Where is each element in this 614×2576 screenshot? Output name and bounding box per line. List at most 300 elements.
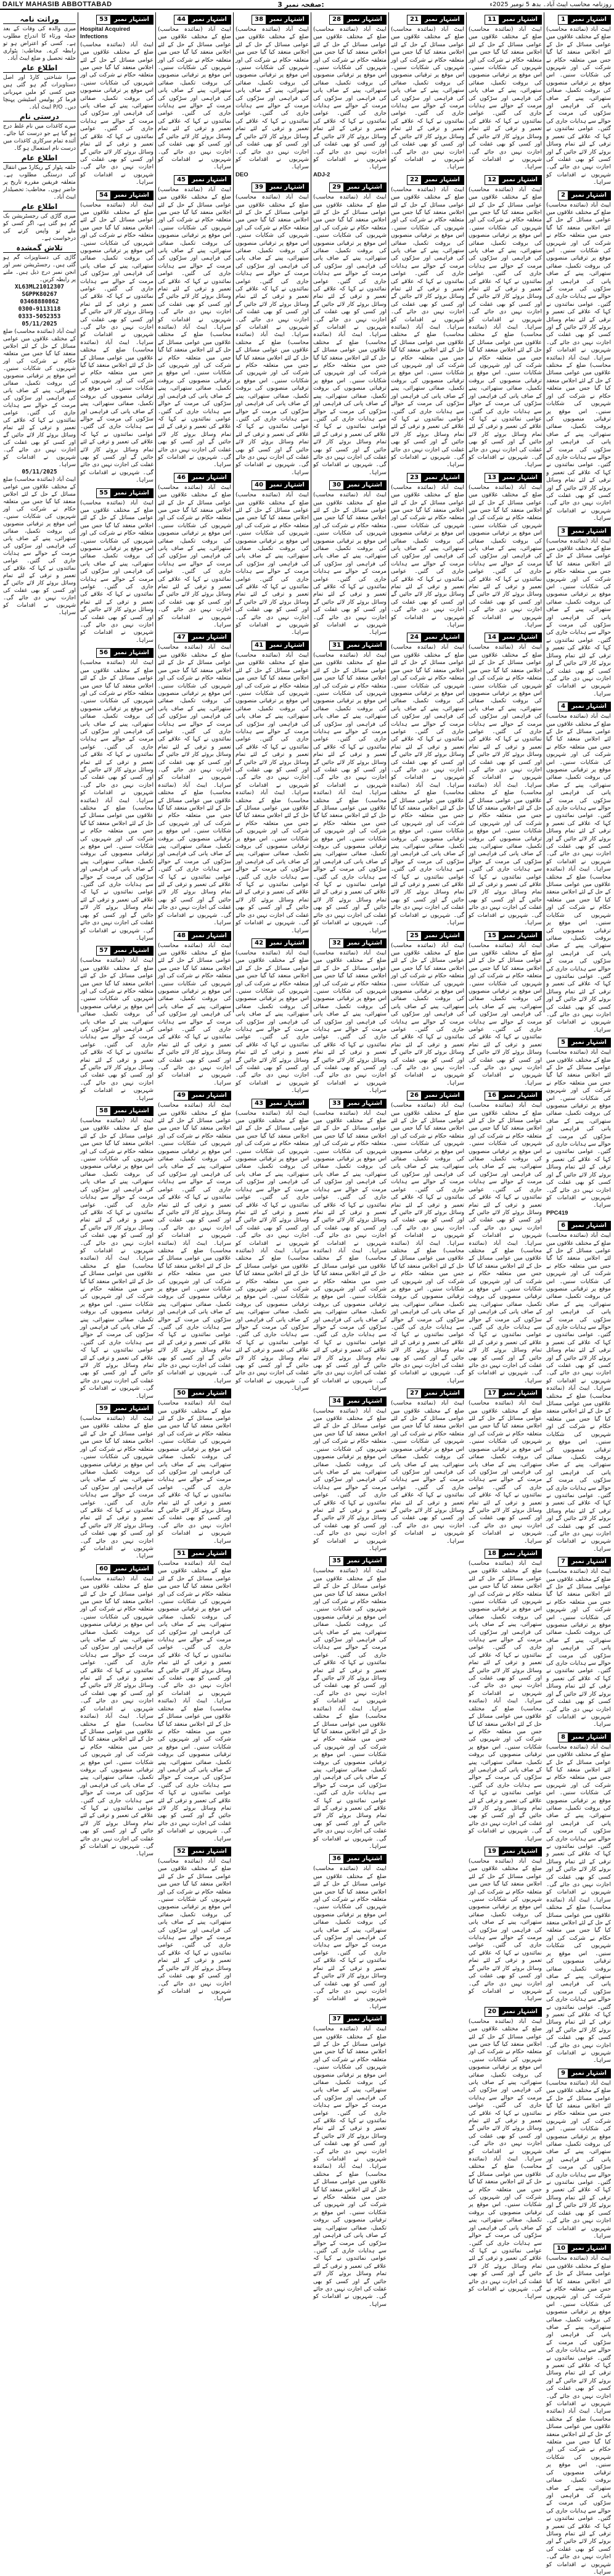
ad-number-header	[329, 1854, 387, 1864]
ad-number-header	[558, 15, 611, 25]
ad-body: ایبٹ آباد (نمائندہ محاسب) ضلع کے مختلف علاقوں میں عوامی مسائل کے حل کے لئے اجلاس منعقد کیا گیا جس میں متعلقہ حکام نے شرکت کی اور شہریوں کی شکایات سنیں۔ اس موقع پر ترقیاتی منصوبوں کی بروقت تکمیل، صفائی ستھرائی، پینے کے صاف پانی کی فراہمی اور سڑکوں کی مرمت کے حوالے سے ہدایات جاری کی گئیں۔ عوامی نمائندوں نے کہا کہ علاقے کی تعمیر و ترقی کے لئے تمام وسائل بروئے کار لائے جائیں گے اور کسی کو بھی غفلت کی اجازت نہیں دی جائے گی۔ شہریوں نے اقدامات کو سراہا۔	[158, 941, 231, 1086]
ad-number-header	[407, 1388, 464, 1398]
ad-label: اشتہار نمبر	[571, 1558, 607, 1565]
ad-label: اشتہار نمبر	[269, 641, 305, 649]
ad-label: اشتہار نمبر	[114, 1405, 149, 1413]
ad-number-header	[329, 1099, 387, 1109]
notices-column	[1, 12, 78, 1012]
ad-label: اشتہار نمبر	[269, 939, 305, 946]
ad-number: 10	[554, 2244, 568, 2253]
ad-label: اشتہار نمبر	[347, 641, 382, 649]
ad-label: اشتہار نمبر	[114, 489, 149, 496]
ad-body: ایبٹ آباد (نمائندہ محاسب) ضلع کے مختلف علاقوں میں عوامی مسائل کے حل کے لئے اجلاس منعقد کیا گیا جس میں متعلقہ حکام نے شرکت کی اور شہریوں کی شکایات سنیں۔ اس موقع پر ترقیاتی منصوبوں کی بروقت تکمیل، صفائی ستھرائی، پینے کے صاف پانی کی فراہمی اور سڑکوں کی مرمت کے حوالے سے ہدایات جاری کی گئیں۔ عوامی نمائندوں نے کہا کہ علاقے کی تعمیر و ترقی کے لئے تمام وسائل بروئے کار لائے جائیں گے اور کسی کو بھی غفلت کی اجازت نہیں دی جائے گی۔ شہریوں نے اقدامات کو سراہا۔ ایبٹ آباد (نمائندہ محاسب) ضلع کے مختلف علاقوں میں عوامی مسائل کے حل کے لئے اجلاس منعقد کیا گیا جس میں متعلقہ حکام نے شرکت کی اور شہریوں کی شکایات سنیں۔ اس موقع پر ترقیاتی منصوبوں کی بروقت تکمیل، صفائی ستھرائی، پینے کے صاف پانی کی فراہمی اور سڑکوں کی مرمت کے حوالے سے ہدایات جاری کی گئیں۔ عوامی نمائندوں نے کہا کہ علاقے کی تعمیر و ترقی کے لئے تمام وسائل بروئے کار لائے جائیں گے اور کسی کو بھی غفلت کی اجازت نہیں دی جائے گی۔ شہریوں نے اقدامات کو سراہا۔	[158, 1102, 231, 1384]
ad-number-header	[554, 2244, 611, 2254]
notice-title: تلاش گمشدہ	[3, 244, 76, 253]
notice-body: میری گاڑی کی رجسٹریشن بک گم ہو گئی ہے، اگر کسی کو ملے تو واپس کرنے کی درخواست ہے۔	[3, 213, 76, 242]
ad-body: ایبٹ آباد (نمائندہ محاسب) ضلع کے مختلف علاقوں میں عوامی مسائل کے حل کے لئے اجلاس منعقد کیا گیا جس میں متعلقہ حکام نے شرکت کی اور شہریوں کی شکایات سنیں۔ اس موقع پر ترقیاتی منصوبوں کی بروقت تکمیل، صفائی ستھرائی، پینے کے صاف پانی کی فراہمی اور سڑکوں کی مرمت کے حوالے سے ہدایات جاری کی گئیں۔ عوامی نمائندوں نے کہا کہ علاقے کی تعمیر و ترقی کے لئے تمام وسائل بروئے کار لائے جائیں گے اور کسی کو بھی غفلت کی اجازت نہیں دی جائے گی۔ شہریوں نے اقدامات کو سراہا۔	[546, 26, 611, 186]
ad-label: اشتہار نمبر	[502, 16, 538, 23]
ad-number-header	[96, 488, 154, 498]
columns	[1, 12, 613, 2575]
ad-label: اشتہار نمبر	[269, 1099, 305, 1107]
ad-label: اشتہار نمبر	[425, 474, 460, 481]
ad-number: 33	[330, 1099, 343, 1108]
ad-body: ایبٹ آباد (نمائندہ محاسب) ضلع کے مختلف علاقوں میں عوامی مسائل کے حل کے لئے اجلاس منعقد کیا گیا جس میں متعلقہ حکام نے شرکت کی اور شہریوں کی شکایات سنیں۔ اس موقع پر ترقیاتی منصوبوں کی بروقت تکمیل، صفائی ستھرائی، پینے کے صاف پانی کی فراہمی اور سڑکوں کی مرمت کے حوالے سے ہدایات جاری کی گئیں۔ عوامی نمائندوں نے کہا کہ علاقے کی تعمیر و ترقی کے لئے تمام وسائل بروئے کار لائے جائیں گے اور کسی کو بھی غفلت کی اجازت نہیں دی جائے گی۔ شہریوں نے اقدامات کو سراہا۔	[80, 1415, 154, 1560]
ad-body: ایبٹ آباد (نمائندہ محاسب) ضلع کے مختلف علاقوں میں عوامی مسائل کے حل کے لئے اجلاس منعقد کیا گیا جس میں متعلقہ حکام نے شرکت کی اور شہریوں کی شکایات سنیں۔ اس موقع پر ترقیاتی منصوبوں کی بروقت تکمیل، صفائی ستھرائی، پینے کے صاف پانی کی فراہمی اور سڑکوں کی مرمت کے حوالے سے ہدایات جاری کی گئیں۔ عوامی نمائندوں نے کہا کہ علاقے کی تعمیر و ترقی کے لئے تمام وسائل بروئے کار لائے جائیں گے اور کسی کو بھی غفلت کی اجازت نہیں دی جائے گی۔ شہریوں نے اقدامات کو سراہا۔	[235, 949, 309, 1094]
ad-number: 39	[252, 183, 266, 192]
ad-number-header	[407, 15, 464, 25]
ad-body: ایبٹ آباد (نمائندہ محاسب) ضلع کے مختلف علاقوں میں عوامی مسائل کے حل کے لئے اجلاس منعقد کیا گیا جس میں متعلقہ حکام نے شرکت کی اور شہریوں کی شکایات سنیں۔ اس موقع پر ترقیاتی منصوبوں کی بروقت تکمیل، صفائی ستھرائی، پینے کے صاف پانی کی فراہمی اور سڑکوں کی مرمت کے حوالے سے ہدایات جاری کی گئیں۔ عوامی نمائندوں نے کہا کہ علاقے کی تعمیر و ترقی کے لئے تمام وسائل بروئے کار لائے جائیں گے اور کسی کو بھی غفلت کی اجازت نہیں دی جائے گی۔ شہریوں نے اقدامات کو سراہا۔	[313, 491, 387, 636]
ad-number: 55	[97, 489, 110, 498]
ad-item	[235, 639, 309, 935]
ad-number: 42	[252, 939, 266, 948]
ad-item	[313, 181, 387, 477]
ad-number: 19	[485, 1847, 499, 1856]
ad-label: اشتہار نمبر	[192, 634, 227, 641]
ad-body: ایبٹ آباد (نمائندہ محاسب) ضلع کے مختلف علاقوں میں عوامی مسائل کے حل کے لئے اجلاس منعقد کیا گیا جس میں متعلقہ حکام نے شرکت کی اور شہریوں کی شکایات سنیں۔ اس موقع پر ترقیاتی منصوبوں کی بروقت تکمیل، صفائی ستھرائی، پینے کے صاف پانی کی فراہمی اور سڑکوں کی مرمت کے حوالے سے ہدایات جاری کی گئیں۔ عوامی نمائندوں نے کہا کہ علاقے کی تعمیر و ترقی کے لئے تمام وسائل بروئے کار لائے جائیں گے اور کسی کو بھی غفلت کی اجازت نہیں دی جائے گی۔ شہریوں نے اقدامات کو سراہا۔ ایبٹ آباد (نمائندہ محاسب) ضلع کے مختلف علاقوں میں عوامی مسائل کے حل کے لئے اجلاس منعقد کیا گیا جس میں متعلقہ حکام نے شرکت کی اور شہریوں کی شکایات سنیں۔ اس موقع پر ترقیاتی منصوبوں کی بروقت تکمیل، صفائی ستھرائی، پینے کے صاف پانی کی فراہمی اور سڑکوں کی مرمت کے حوالے سے ہدایات جاری کی گئیں۔ عوامی نمائندوں نے کہا کہ علاقے کی تعمیر و ترقی کے لئے تمام وسائل بروئے کار لائے جائیں گے اور کسی کو بھی غفلت کی اجازت نہیں دی جائے گی۔ شہریوں نے اقدامات کو سراہا۔	[313, 1109, 387, 1392]
ad-number: 1	[559, 15, 568, 24]
ad-number-header	[485, 931, 542, 941]
case-ref: PPC419	[546, 1209, 568, 1216]
ad-number: 17	[485, 1389, 499, 1398]
notice-body: میرا شناختی کارڈ اور اصل دستاویزات گم ہو گئی ہیں جس کسی کو ملیں مہربانی فرما کر پولیس اسٹیشن پہنچا دیں۔ P/O ایبٹ آباد۔	[3, 75, 76, 110]
ad-label: اشتہار نمبر	[347, 482, 382, 489]
ad-label: اشتہار نمبر	[192, 474, 227, 481]
ad-item	[235, 937, 309, 1095]
ad-label: اشتہار نمبر	[425, 16, 460, 23]
ad-body: ایبٹ آباد (نمائندہ محاسب) ضلع کے مختلف علاقوں میں عوامی مسائل کے حل کے لئے اجلاس منعقد کیا گیا جس میں متعلقہ حکام نے شرکت کی اور شہریوں کی شکایات سنیں۔ اس موقع پر ترقیاتی منصوبوں کی بروقت تکمیل، صفائی ستھرائی، پینے کے صاف پانی کی فراہمی اور سڑکوں کی مرمت کے حوالے سے ہدایات جاری کی گئیں۔ عوامی نمائندوں نے کہا کہ علاقے کی تعمیر و ترقی کے لئے تمام وسائل بروئے کار لائے جائیں گے اور کسی کو بھی غفلت کی اجازت نہیں دی جائے گی۔ شہریوں نے اقدامات کو سراہا۔	[469, 483, 542, 629]
ad-number: 6	[559, 1221, 568, 1230]
ad-label: اشتہار نمبر	[502, 1092, 538, 1099]
ad-item	[546, 1556, 611, 1729]
ad-number: 45	[174, 176, 188, 184]
ad-number-header	[252, 480, 309, 490]
ad-number-header	[558, 1557, 611, 1567]
ad-item	[235, 14, 309, 179]
notice-body: حلقہ پٹوار کے ریکارڈ میں انتقال کی درستگی مطلوب ہے۔ متعلقہ فریقین مقررہ تاریخ پر حاضر ہوں۔ مخاطب: تحصیلدار ایبٹ آباد۔	[3, 165, 76, 200]
ad-body: ایبٹ آباد (نمائندہ محاسب) ضلع کے مختلف علاقوں میں عوامی مسائل کے حل کے لئے اجلاس منعقد کیا گیا جس میں متعلقہ حکام نے شرکت کی اور شہریوں کی شکایات سنیں۔ اس موقع پر ترقیاتی منصوبوں کی بروقت تکمیل، صفائی ستھرائی، پینے کے صاف پانی کی فراہمی اور سڑکوں کی مرمت کے حوالے سے ہدایات جاری کی گئیں۔ عوامی نمائندوں نے کہا کہ علاقے کی تعمیر و ترقی کے لئے تمام وسائل بروئے کار لائے جائیں گے اور کسی کو بھی غفلت کی اجازت نہیں دی جائے گی۔ شہریوں نے اقدامات کو سراہا۔ ایبٹ آباد (نمائندہ محاسب) ضلع کے مختلف علاقوں میں عوامی مسائل کے حل کے لئے اجلاس منعقد کیا گیا جس میں متعلقہ حکام نے شرکت کی اور شہریوں کی شکایات سنیں۔ اس موقع پر ترقیاتی منصوبوں کی بروقت تکمیل، صفائی ستھرائی، پینے کے صاف پانی کی فراہمی اور سڑکوں کی مرمت کے حوالے سے ہدایات جاری کی گئیں۔ عوامی نمائندوں نے کہا کہ علاقے کی تعمیر و ترقی کے لئے تمام وسائل بروئے کار لائے جائیں گے اور کسی کو بھی غفلت کی اجازت نہیں دی جائے گی۔ شہریوں نے اقدامات کو سراہا۔	[469, 186, 542, 469]
ad-item	[80, 1403, 154, 1561]
ad-number-header	[485, 633, 542, 642]
ad-item	[313, 1853, 387, 2011]
ad-number-header	[485, 1388, 542, 1398]
ad-item	[469, 14, 542, 171]
ad-number: 5	[559, 1038, 568, 1047]
ad-label: اشتہار نمبر	[347, 16, 382, 23]
ad-number-header	[96, 1404, 154, 1414]
ad-number: 7	[559, 1557, 568, 1566]
ad-item	[80, 189, 154, 485]
ad-number-header	[407, 1091, 464, 1101]
notice-title: درستی نام	[3, 113, 76, 121]
ad-number: 59	[97, 1405, 110, 1413]
masthead	[0, 0, 614, 10]
ad-label: اشتہار نمبر	[114, 649, 149, 657]
ad-body: ایبٹ آباد (نمائندہ محاسب) ضلع کے مختلف علاقوں میں عوامی مسائل کے حل کے لئے اجلاس منعقد کیا گیا جس میں متعلقہ حکام نے شرکت کی اور شہریوں کی شکایات سنیں۔ اس موقع پر ترقیاتی منصوبوں کی بروقت تکمیل، صفائی ستھرائی، پینے کے صاف پانی کی فراہمی اور سڑکوں کی مرمت کے حوالے سے ہدایات جاری کی گئیں۔ عوامی نمائندوں نے کہا کہ علاقے کی تعمیر و ترقی کے لئے تمام وسائل بروئے کار لائے جائیں گے اور کسی کو بھی غفلت کی اجازت نہیں دی جائے گی۔ شہریوں نے اقدامات کو سراہا۔ ایبٹ آباد (نمائندہ محاسب) ضلع کے مختلف علاقوں میں عوامی مسائل کے حل کے لئے اجلاس منعقد کیا گیا جس میں متعلقہ حکام نے شرکت کی اور شہریوں کی شکایات سنیں۔ اس موقع پر ترقیاتی منصوبوں کی بروقت تکمیل، صفائی ستھرائی، پینے کے صاف پانی کی فراہمی اور سڑکوں کی مرمت کے حوالے سے ہدایات جاری کی گئیں۔ عوامی نمائندوں نے کہا کہ علاقے کی تعمیر و ترقی کے لئے تمام وسائل بروئے کار لائے جائیں گے اور کسی کو بھی غفلت کی اجازت نہیں دی جائے گی۔ شہریوں نے اقدامات کو سراہا۔	[469, 1559, 542, 1842]
ad-number-header	[407, 473, 464, 483]
ad-label: اشتہار نمبر	[502, 634, 538, 641]
ad-number-header	[558, 527, 611, 536]
ad-item	[313, 2013, 387, 2308]
ad-body: ایبٹ آباد (نمائندہ محاسب) ضلع کے مختلف علاقوں میں عوامی مسائل کے حل کے لئے اجلاس منعقد کیا گیا جس میں متعلقہ حکام نے شرکت کی اور شہریوں کی شکایات سنیں۔ اس موقع پر ترقیاتی منصوبوں کی بروقت تکمیل، صفائی ستھرائی، پینے کے صاف پانی کی فراہمی اور سڑکوں کی مرمت کے حوالے سے ہدایات جاری کی گئیں۔ عوامی نمائندوں نے کہا کہ علاقے کی تعمیر و ترقی کے لئے تمام وسائل بروئے کار لائے جائیں گے اور کسی کو بھی غفلت کی اجازت نہیں دی جائے گی۔ شہریوں نے اقدامات کو سراہا۔ ایبٹ آباد (نمائندہ محاسب) ضلع کے مختلف علاقوں میں عوامی مسائل کے حل کے لئے اجلاس منعقد کیا گیا جس میں متعلقہ حکام نے شرکت کی اور شہریوں کی شکایات سنیں۔ اس موقع پر ترقیاتی منصوبوں کی بروقت تکمیل، صفائی ستھرائی، پینے کے صاف پانی کی فراہمی اور سڑکوں کی مرمت کے حوالے سے ہدایات جاری کی گئیں۔ عوامی نمائندوں نے کہا کہ علاقے کی تعمیر و ترقی کے لئے تمام وسائل بروئے کار لائے جائیں گے اور کسی کو بھی غفلت کی اجازت نہیں دی جائے گی۔ شہریوں نے اقدامات کو سراہا۔	[546, 2255, 611, 2575]
notice-body: ایبٹ آباد (نمائندہ محاسب) ضلع کے مختلف علاقوں میں عوامی مسائل کے حل کے لئے اجلاس منعقد کیا گیا جس میں متعلقہ حکام نے شرکت کی اور شہریوں کی شکایات سنیں۔ اس موقع پر ترقیاتی منصوبوں کی بروقت تکمیل، صفائی ستھرائی، پینے کے صاف پانی کی فراہمی اور سڑکوں کی مرمت کے حوالے سے ہدایات جاری کی گئیں۔ عوامی نمائندوں نے کہا کہ علاقے کی تعمیر و ترقی کے لئے تمام وسائل بروئے کار لائے جائیں گے اور کسی کو بھی غفلت کی اجازت نہیں دی جائے گی۔ شہریوں نے اقدامات کو سراہا۔	[3, 329, 76, 468]
ad-label: اشتہار نمبر	[571, 1039, 607, 1046]
ad-body: ایبٹ آباد (نمائندہ محاسب) ضلع کے مختلف علاقوں میں عوامی مسائل کے حل کے لئے اجلاس منعقد کیا گیا جس میں متعلقہ حکام نے شرکت کی اور شہریوں کی شکایات سنیں۔ اس موقع پر ترقیاتی منصوبوں کی بروقت تکمیل، صفائی ستھرائی، پینے کے صاف پانی کی فراہمی اور سڑکوں کی مرمت کے حوالے سے ہدایات جاری کی گئیں۔ عوامی نمائندوں نے کہا کہ علاقے کی تعمیر و ترقی کے لئے تمام وسائل بروئے کار لائے جائیں گے اور کسی کو بھی غفلت کی اجازت نہیں دی جائے گی۔ شہریوں نے اقدامات کو سراہا۔ ایبٹ آباد (نمائندہ محاسب) ضلع کے مختلف علاقوں میں عوامی مسائل کے حل کے لئے اجلاس منعقد کیا گیا جس میں متعلقہ حکام نے شرکت کی اور شہریوں کی شکایات سنیں۔ اس موقع پر ترقیاتی منصوبوں کی بروقت تکمیل، صفائی ستھرائی، پینے کے صاف پانی کی فراہمی اور سڑکوں کی مرمت کے حوالے سے ہدایات جاری کی گئیں۔ عوامی نمائندوں نے کہا کہ علاقے کی تعمیر و ترقی کے لئے تمام وسائل بروئے کار لائے جائیں گے اور کسی کو بھی غفلت کی اجازت نہیں دی جائے گی۔ شہریوں نے اقدامات کو سراہا۔	[469, 1102, 542, 1384]
ad-number-header	[329, 15, 387, 25]
ad-body: ایبٹ آباد (نمائندہ محاسب) ضلع کے مختلف علاقوں میں عوامی مسائل کے حل کے لئے اجلاس منعقد کیا گیا جس میں متعلقہ حکام نے شرکت کی اور شہریوں کی شکایات سنیں۔ اس موقع پر ترقیاتی منصوبوں کی بروقت تکمیل، صفائی ستھرائی، پینے کے صاف پانی کی فراہمی اور سڑکوں کی مرمت کے حوالے سے ہدایات جاری کی گئیں۔ عوامی نمائندوں نے کہا کہ علاقے کی تعمیر و ترقی کے لئے تمام وسائل بروئے کار لائے جائیں گے اور کسی کو بھی غفلت کی اجازت نہیں دی جائے گی۔ شہریوں نے اقدامات کو سراہا۔ ایبٹ آباد (نمائندہ محاسب) ضلع کے مختلف علاقوں میں عوامی مسائل کے حل کے لئے اجلاس منعقد کیا گیا جس میں متعلقہ حکام نے شرکت کی اور شہریوں کی شکایات سنیں۔ اس موقع پر ترقیاتی منصوبوں کی بروقت تکمیل، صفائی ستھرائی، پینے کے صاف پانی کی فراہمی اور سڑکوں کی مرمت کے حوالے سے ہدایات جاری کی گئیں۔ عوامی نمائندوں نے کہا کہ علاقے کی تعمیر و ترقی کے لئے تمام وسائل بروئے کار لائے جائیں گے اور کسی کو بھی غفلت کی اجازت نہیں دی جائے گی۔ شہریوں نے اقدامات کو سراہا۔	[546, 1232, 611, 1553]
ad-number-header	[329, 1397, 387, 1406]
court-ref: ADJ-2	[313, 171, 330, 178]
ad-item	[235, 479, 309, 637]
ad-body: ایبٹ آباد (نمائندہ محاسب) ضلع کے مختلف علاقوں میں عوامی مسائل کے حل کے لئے اجلاس منعقد کیا گیا جس میں متعلقہ حکام نے شرکت کی اور شہریوں کی شکایات سنیں۔ اس موقع پر ترقیاتی منصوبوں کی بروقت تکمیل، صفائی ستھرائی، پینے کے صاف پانی کی فراہمی اور سڑکوں کی مرمت کے حوالے سے ہدایات جاری کی گئیں۔ عوامی نمائندوں نے کہا کہ علاقے کی تعمیر و ترقی کے لئے تمام وسائل بروئے کار لائے جائیں گے اور کسی کو بھی غفلت کی اجازت نہیں دی جائے گی۔ شہریوں نے اقدامات کو سراہا۔	[391, 483, 464, 629]
notice-title: اطلاع عام	[3, 154, 76, 163]
ad-label: اشتہار نمبر	[571, 527, 607, 535]
ad-body: ایبٹ آباد (نمائندہ محاسب) ضلع کے مختلف علاقوں میں عوامی مسائل کے حل کے لئے اجلاس منعقد کیا گیا جس میں متعلقہ حکام نے شرکت کی اور شہریوں کی شکایات سنیں۔ اس موقع پر ترقیاتی منصوبوں کی بروقت تکمیل، صفائی ستھرائی، پینے کے صاف پانی کی فراہمی اور سڑکوں کی مرمت کے حوالے سے ہدایات جاری کی گئیں۔ عوامی نمائندوں نے کہا کہ علاقے کی تعمیر و ترقی کے لئے تمام وسائل بروئے کار لائے جائیں گے اور کسی کو بھی غفلت کی اجازت نہیں دی جائے گی۔ شہریوں نے اقدامات کو سراہا۔	[313, 26, 387, 171]
ad-number: 20	[485, 2008, 499, 2016]
ad-number-header	[407, 931, 464, 941]
ad-number: 51	[174, 1549, 188, 1558]
ad-number: 46	[174, 474, 188, 482]
ad-number-header	[329, 2014, 387, 2024]
ad-item	[391, 1089, 464, 1385]
notice-date: 05/11/2025	[22, 469, 57, 475]
english-heading: Hospital Acquired Infections	[80, 26, 130, 41]
ad-item	[469, 1845, 542, 2003]
ad-number: 32	[330, 939, 343, 948]
ad-number-header	[407, 175, 464, 185]
ad-number: 4	[559, 702, 568, 711]
ad-item	[546, 2067, 611, 2241]
notice-body: میری والدہ کی وفات کے بعد جملہ ورثاء کا اندراج مطلوب ہے۔ کسی کو اعتراض ہو تو رابطہ کرے۔ مخاطب: پٹواری حلقہ تحصیل و ضلع ایبٹ آباد۔	[3, 26, 76, 62]
ad-item	[235, 1097, 309, 1393]
ad-body: ایبٹ آباد (نمائندہ محاسب) ضلع کے مختلف علاقوں میں عوامی مسائل کے حل کے لئے اجلاس منعقد کیا گیا جس میں متعلقہ حکام نے شرکت کی اور شہریوں کی شکایات سنیں۔ اس موقع پر ترقیاتی منصوبوں کی بروقت تکمیل، صفائی ستھرائی، پینے کے صاف پانی کی فراہمی اور سڑکوں کی مرمت کے حوالے سے ہدایات جاری کی گئیں۔ عوامی نمائندوں نے کہا کہ علاقے کی تعمیر و ترقی کے لئے تمام وسائل بروئے کار لائے جائیں گے اور کسی کو بھی غفلت کی اجازت نہیں دی جائے گی۔ شہریوں نے اقدامات کو سراہا۔ ایبٹ آباد (نمائندہ محاسب) ضلع کے مختلف علاقوں میں عوامی مسائل کے حل کے لئے اجلاس منعقد کیا گیا جس میں متعلقہ حکام نے شرکت کی اور شہریوں کی شکایات سنیں۔ اس موقع پر ترقیاتی منصوبوں کی بروقت تکمیل، صفائی ستھرائی، پینے کے صاف پانی کی فراہمی اور سڑکوں کی مرمت کے حوالے سے ہدایات جاری کی گئیں۔ عوامی نمائندوں نے کہا کہ علاقے کی تعمیر و ترقی کے لئے تمام وسائل بروئے کار لائے جائیں گے اور کسی کو بھی غفلت کی اجازت نہیں دی جائے گی۔ شہریوں نے اقدامات کو سراہا۔	[158, 644, 231, 927]
ad-item	[391, 472, 464, 630]
ad-number-header	[329, 641, 387, 650]
ad-label: اشتہار نمبر	[269, 16, 305, 23]
ad-item	[158, 1387, 231, 1545]
ad-item	[546, 189, 611, 523]
ad-number-header	[252, 938, 309, 948]
ad-label: اشتہار نمبر	[269, 184, 305, 191]
page-number: صفحہ نمبر 3:	[277, 0, 324, 9]
ad-item	[546, 1731, 611, 2065]
ad-item	[235, 181, 309, 477]
ad-label: اشتہار نمبر	[571, 703, 607, 710]
ad-number: 11	[485, 15, 499, 24]
ad-number-header	[485, 1549, 542, 1559]
ad-number: 34	[330, 1397, 343, 1406]
ad-item	[158, 1845, 231, 2003]
ad-body: ایبٹ آباد (نمائندہ محاسب) ضلع کے مختلف علاقوں میں عوامی مسائل کے حل کے لئے اجلاس منعقد کیا گیا جس میں متعلقہ حکام نے شرکت کی اور شہریوں کی شکایات سنیں۔ اس موقع پر ترقیاتی منصوبوں کی بروقت تکمیل، صفائی ستھرائی، پینے کے صاف پانی کی فراہمی اور سڑکوں کی مرمت کے حوالے سے ہدایات جاری کی گئیں۔ عوامی نمائندوں نے کہا کہ علاقے کی تعمیر و ترقی کے لئے تمام وسائل بروئے کار لائے جائیں گے اور کسی کو بھی غفلت کی اجازت نہیں دی جائے گی۔ شہریوں نے اقدامات کو سراہا۔ ایبٹ آباد (نمائندہ محاسب) ضلع کے مختلف علاقوں میں عوامی مسائل کے حل کے لئے اجلاس منعقد کیا گیا جس میں متعلقہ حکام نے شرکت کی اور شہریوں کی شکایات سنیں۔ اس موقع پر ترقیاتی منصوبوں کی بروقت تکمیل، صفائی ستھرائی، پینے کے صاف پانی کی فراہمی اور سڑکوں کی مرمت کے حوالے سے ہدایات جاری کی گئیں۔ عوامی نمائندوں نے کہا کہ علاقے کی تعمیر و ترقی کے لئے تمام وسائل بروئے کار لائے جائیں گے اور کسی کو بھی غفلت کی اجازت نہیں دی جائے گی۔ شہریوں نے اقدامات کو سراہا۔	[313, 194, 387, 476]
ad-number-header	[329, 1556, 387, 1566]
ad-item	[158, 1089, 231, 1385]
ad-number-header	[252, 1099, 309, 1109]
ad-number-header	[174, 1091, 231, 1101]
ad-body: ایبٹ آباد (نمائندہ محاسب) ضلع کے مختلف علاقوں میں عوامی مسائل کے حل کے لئے اجلاس منعقد کیا گیا جس میں متعلقہ حکام نے شرکت کی اور شہریوں کی شکایات سنیں۔ اس موقع پر ترقیاتی منصوبوں کی بروقت تکمیل، صفائی ستھرائی، پینے کے صاف پانی کی فراہمی اور سڑکوں کی مرمت کے حوالے سے ہدایات جاری کی گئیں۔ عوامی نمائندوں نے کہا کہ علاقے کی تعمیر و ترقی کے لئے تمام وسائل بروئے کار لائے جائیں گے اور کسی کو بھی غفلت کی اجازت نہیں دی جائے گی۔ شہریوں نے اقدامات کو سراہا۔ ایبٹ آباد (نمائندہ محاسب) ضلع کے مختلف علاقوں میں عوامی مسائل کے حل کے لئے اجلاس منعقد کیا گیا جس میں متعلقہ حکام نے شرکت کی اور شہریوں کی شکایات سنیں۔ اس موقع پر ترقیاتی منصوبوں کی بروقت تکمیل، صفائی ستھرائی، پینے کے صاف پانی کی فراہمی اور سڑکوں کی مرمت کے حوالے سے ہدایات جاری کی گئیں۔ عوامی نمائندوں نے کہا کہ علاقے کی تعمیر و ترقی کے لئے تمام وسائل بروئے کار لائے جائیں گے اور کسی کو بھی غفلت کی اجازت نہیں دی جائے گی۔ شہریوں نے اقدامات کو سراہا۔	[235, 651, 309, 934]
ad-body: ایبٹ آباد (نمائندہ محاسب) ضلع کے مختلف علاقوں میں عوامی مسائل کے حل کے لئے اجلاس منعقد کیا گیا جس میں متعلقہ حکام نے شرکت کی اور شہریوں کی شکایات سنیں۔ اس موقع پر ترقیاتی منصوبوں کی بروقت تکمیل، صفائی ستھرائی، پینے کے صاف پانی کی فراہمی اور سڑکوں کی مرمت کے حوالے سے ہدایات جاری کی گئیں۔ عوامی نمائندوں نے کہا کہ علاقے کی تعمیر و ترقی کے لئے تمام وسائل بروئے کار لائے جائیں گے اور کسی کو بھی غفلت کی اجازت نہیں دی جائے گی۔ شہریوں نے اقدامات کو سراہا۔	[313, 1865, 387, 2010]
ad-label: اشتہار نمبر	[502, 932, 538, 939]
ad-number-header	[252, 183, 309, 192]
phone-number: 0300-9113118	[18, 306, 61, 313]
ad-number-header	[558, 702, 611, 712]
ad-number: 49	[174, 1091, 188, 1100]
ad-body: ایبٹ آباد (نمائندہ محاسب) ضلع کے مختلف علاقوں میں عوامی مسائل کے حل کے لئے اجلاس منعقد کیا گیا جس میں متعلقہ حکام نے شرکت کی اور شہریوں کی شکایات سنیں۔ اس موقع پر ترقیاتی منصوبوں کی بروقت تکمیل، صفائی ستھرائی، پینے کے صاف پانی کی فراہمی اور سڑکوں کی مرمت کے حوالے سے ہدایات جاری کی گئیں۔ عوامی نمائندوں نے کہا کہ علاقے کی تعمیر و ترقی کے لئے تمام وسائل بروئے کار لائے جائیں گے اور کسی کو بھی غفلت کی اجازت نہیں دی جائے گی۔ شہریوں نے اقدامات کو سراہا۔	[469, 1858, 542, 2003]
ad-label: اشتہار نمبر	[347, 1099, 382, 1107]
ad-number: 47	[174, 633, 188, 642]
ad-label: اشتہار نمبر	[502, 2008, 538, 2015]
ad-body: ایبٹ آباد (نمائندہ محاسب) ضلع کے مختلف علاقوں میں عوامی مسائل کے حل کے لئے اجلاس منعقد کیا گیا جس میں متعلقہ حکام نے شرکت کی اور شہریوں کی شکایات سنیں۔ اس موقع پر ترقیاتی منصوبوں کی بروقت تکمیل، صفائی ستھرائی، پینے کے صاف پانی کی فراہمی اور سڑکوں کی مرمت کے حوالے سے ہدایات جاری کی گئیں۔ عوامی نمائندوں نے کہا کہ علاقے کی تعمیر و ترقی کے لئے تمام وسائل بروئے کار لائے جائیں گے اور کسی کو بھی غفلت کی اجازت نہیں دی جائے گی۔ شہریوں نے اقدامات کو سراہا۔ ایبٹ آباد (نمائندہ محاسب) ضلع کے مختلف علاقوں میں عوامی مسائل کے حل کے لئے اجلاس منعقد کیا گیا جس میں متعلقہ حکام نے شرکت کی اور شہریوں کی شکایات سنیں۔ اس موقع پر ترقیاتی منصوبوں کی بروقت تکمیل، صفائی ستھرائی، پینے کے صاف پانی کی فراہمی اور سڑکوں کی مرمت کے حوالے سے ہدایات جاری کی گئیں۔ عوامی نمائندوں نے کہا کہ علاقے کی تعمیر و ترقی کے لئے تمام وسائل بروئے کار لائے جائیں گے اور کسی کو بھی غفلت کی اجازت نہیں دی جائے گی۔ شہریوں نے اقدامات کو سراہا۔	[235, 1109, 309, 1392]
ad-number: 24	[407, 633, 421, 642]
ad-number-header	[96, 191, 154, 200]
ad-item	[391, 1387, 464, 1545]
ad-body: ایبٹ آباد (نمائندہ محاسب) ضلع کے مختلف علاقوں میں عوامی مسائل کے حل کے لئے اجلاس منعقد کیا گیا جس میں متعلقہ حکام نے شرکت کی اور شہریوں کی شکایات سنیں۔ اس موقع پر ترقیاتی منصوبوں کی بروقت تکمیل، صفائی ستھرائی، پینے کے صاف پانی کی فراہمی اور سڑکوں کی مرمت کے حوالے سے ہدایات جاری کی گئیں۔ عوامی نمائندوں نے کہا کہ علاقے کی تعمیر و ترقی کے لئے تمام وسائل بروئے کار لائے جائیں گے اور کسی کو بھی غفلت کی اجازت نہیں دی جائے گی۔ شہریوں نے اقدامات کو سراہا۔	[546, 1568, 611, 1728]
ad-body: ایبٹ آباد (نمائندہ محاسب) ضلع کے مختلف علاقوں میں عوامی مسائل کے حل کے لئے اجلاس منعقد کیا گیا جس میں متعلقہ حکام نے شرکت کی اور شہریوں کی شکایات سنیں۔ اس موقع پر ترقیاتی منصوبوں کی بروقت تکمیل، صفائی ستھرائی، پینے کے صاف پانی کی فراہمی اور سڑکوں کی مرمت کے حوالے سے ہدایات جاری کی گئیں۔ عوامی نمائندوں نے کہا کہ علاقے کی تعمیر و ترقی کے لئے تمام وسائل بروئے کار لائے جائیں گے اور کسی کو بھی غفلت کی اجازت نہیں دی جائے گی۔ شہریوں نے اقدامات کو سراہا۔ ایبٹ آباد (نمائندہ محاسب) ضلع کے مختلف علاقوں میں عوامی مسائل کے حل کے لئے اجلاس منعقد کیا گیا جس میں متعلقہ حکام نے شرکت کی اور شہریوں کی شکایات سنیں۔ اس موقع پر ترقیاتی منصوبوں کی بروقت تکمیل، صفائی ستھرائی، پینے کے صاف پانی کی فراہمی اور سڑکوں کی مرمت کے حوالے سے ہدایات جاری کی گئیں۔ عوامی نمائندوں نے کہا کہ علاقے کی تعمیر و ترقی کے لئے تمام وسائل بروئے کار لائے جائیں گے اور کسی کو بھی غفلت کی اجازت نہیں دی جائے گی۔ شہریوں نے اقدامات کو سراہا۔	[158, 1559, 231, 1842]
ad-number: 26	[407, 1091, 421, 1100]
ad-number: 25	[407, 932, 421, 940]
ad-number: 37	[330, 2015, 343, 2024]
ad-body: ایبٹ آباد (نمائندہ محاسب) ضلع کے مختلف علاقوں میں عوامی مسائل کے حل کے لئے اجلاس منعقد کیا گیا جس میں متعلقہ حکام نے شرکت کی اور شہریوں کی شکایات سنیں۔ اس موقع پر ترقیاتی منصوبوں کی بروقت تکمیل، صفائی ستھرائی، پینے کے صاف پانی کی فراہمی اور سڑکوں کی مرمت کے حوالے سے ہدایات جاری کی گئیں۔ عوامی نمائندوں نے کہا کہ علاقے کی تعمیر و ترقی کے لئے تمام وسائل بروئے کار لائے جائیں گے اور کسی کو بھی غفلت کی اجازت نہیں دی جائے گی۔ شہریوں نے اقدامات کو سراہا۔	[469, 26, 542, 171]
ad-number: 44	[174, 15, 188, 24]
ad-item	[469, 631, 542, 927]
ad-label: اشتہار نمبر	[114, 191, 149, 199]
ad-number: 41	[252, 641, 266, 650]
ad-item	[158, 631, 231, 927]
ad-item	[80, 487, 154, 645]
ad-label: اشتہار نمبر	[347, 2016, 382, 2023]
ad-number: 60	[97, 1565, 110, 1573]
ad-number-header	[558, 1733, 611, 1742]
ad-body: ایبٹ آباد (نمائندہ محاسب) ضلع کے مختلف علاقوں میں عوامی مسائل کے حل کے لئے اجلاس منعقد کیا گیا جس میں متعلقہ حکام نے شرکت کی اور شہریوں کی شکایات سنیں۔ اس موقع پر ترقیاتی منصوبوں کی بروقت تکمیل، صفائی ستھرائی، پینے کے صاف پانی کی فراہمی اور سڑکوں کی مرمت کے حوالے سے ہدایات جاری کی گئیں۔ عوامی نمائندوں نے کہا کہ علاقے کی تعمیر و ترقی کے لئے تمام وسائل بروئے کار لائے جائیں گے اور کسی کو بھی غفلت کی اجازت نہیں دی جائے گی۔ شہریوں نے اقدامات کو سراہا۔	[235, 26, 309, 171]
ad-number-header	[174, 15, 231, 25]
ad-item	[313, 14, 387, 179]
ad-item	[313, 1097, 387, 1393]
ad-item	[313, 639, 387, 935]
date-line: روزنامہ محاسب ایبٹ آباد۔ بدھ 5 نومبر 2025ء	[489, 1, 612, 8]
ad-item	[469, 472, 542, 630]
ad-body: ایبٹ آباد (نمائندہ محاسب) ضلع کے مختلف علاقوں میں عوامی مسائل کے حل کے لئے اجلاس منعقد کیا گیا جس میں متعلقہ حکام نے شرکت کی اور شہریوں کی شکایات سنیں۔ اس موقع پر ترقیاتی منصوبوں کی بروقت تکمیل، صفائی ستھرائی، پینے کے صاف پانی کی فراہمی اور سڑکوں کی مرمت کے حوالے سے ہدایات جاری کی گئیں۔ عوامی نمائندوں نے کہا کہ علاقے کی تعمیر و ترقی کے لئے تمام وسائل بروئے کار لائے جائیں گے اور کسی کو بھی غفلت کی اجازت نہیں دی جائے گی۔ شہریوں نے اقدامات کو سراہا۔ ایبٹ آباد (نمائندہ محاسب) ضلع کے مختلف علاقوں میں عوامی مسائل کے حل کے لئے اجلاس منعقد کیا گیا جس میں متعلقہ حکام نے شرکت کی اور شہریوں کی شکایات سنیں۔ اس موقع پر ترقیاتی منصوبوں کی بروقت تکمیل، صفائی ستھرائی، پینے کے صاف پانی کی فراہمی اور سڑکوں کی مرمت کے حوالے سے ہدایات جاری کی گئیں۔ عوامی نمائندوں نے کہا کہ علاقے کی تعمیر و ترقی کے لئے تمام وسائل بروئے کار لائے جائیں گے اور کسی کو بھی غفلت کی اجازت نہیں دی جائے گی۔ شہریوں نے اقدامات کو سراہا۔	[546, 201, 611, 522]
ad-item	[391, 174, 464, 469]
ad-item	[546, 1036, 611, 1217]
ad-label: اشتہار نمبر	[502, 176, 538, 183]
ad-number: 21	[407, 15, 421, 24]
ad-label: اشتہار نمبر	[114, 947, 149, 954]
ad-item	[469, 1387, 542, 1545]
ad-body: ایبٹ آباد (نمائندہ محاسب) ضلع کے مختلف علاقوں میں عوامی مسائل کے حل کے لئے اجلاس منعقد کیا گیا جس میں متعلقہ حکام نے شرکت کی اور شہریوں کی شکایات سنیں۔ اس موقع پر ترقیاتی منصوبوں کی بروقت تکمیل، صفائی ستھرائی، پینے کے صاف پانی کی فراہمی اور سڑکوں کی مرمت کے حوالے سے ہدایات جاری کی گئیں۔ عوامی نمائندوں نے کہا کہ علاقے کی تعمیر و ترقی کے لئے تمام وسائل بروئے کار لائے جائیں گے اور کسی کو بھی غفلت کی اجازت نہیں دی جائے گی۔ شہریوں نے اقدامات کو سراہا۔	[313, 1407, 387, 1552]
ad-item	[158, 14, 231, 171]
ad-item	[158, 472, 231, 630]
notice-date: 05/11/2025	[22, 321, 57, 327]
notice-body: گاڑی کی دستاویزات گم ہو گئی ہیں۔ رجسٹریشن نمبر اور انجن نمبر درج ذیل ہیں۔ ملنے پر رابطہ کریں۔	[3, 255, 76, 283]
news-column	[78, 12, 155, 1858]
ad-body: ایبٹ آباد (نمائندہ محاسب) ضلع کے مختلف علاقوں میں عوامی مسائل کے حل کے لئے اجلاس منعقد کیا گیا جس میں متعلقہ حکام نے شرکت کی اور شہریوں کی شکایات سنیں۔ اس موقع پر ترقیاتی منصوبوں کی بروقت تکمیل، صفائی ستھرائی، پینے کے صاف پانی کی فراہمی اور سڑکوں کی مرمت کے حوالے سے ہدایات جاری کی گئیں۔ عوامی نمائندوں نے کہا کہ علاقے کی تعمیر و ترقی کے لئے تمام وسائل بروئے کار لائے جائیں گے اور کسی کو بھی غفلت کی اجازت نہیں دی جائے گی۔ شہریوں نے اقدامات کو سراہا۔ ایبٹ آباد (نمائندہ محاسب) ضلع کے مختلف علاقوں میں عوامی مسائل کے حل کے لئے اجلاس منعقد کیا گیا جس میں متعلقہ حکام نے شرکت کی اور شہریوں کی شکایات سنیں۔ اس موقع پر ترقیاتی منصوبوں کی بروقت تکمیل، صفائی ستھرائی، پینے کے صاف پانی کی فراہمی اور سڑکوں کی مرمت کے حوالے سے ہدایات جاری کی گئیں۔ عوامی نمائندوں نے کہا کہ علاقے کی تعمیر و ترقی کے لئے تمام وسائل بروئے کار لائے جائیں گے اور کسی کو بھی غفلت کی اجازت نہیں دی جائے گی۔ شہریوں نے اقدامات کو سراہا۔	[313, 651, 387, 934]
notice-body: ایبٹ آباد (نمائندہ محاسب) ضلع کے مختلف علاقوں میں عوامی مسائل کے حل کے لئے اجلاس منعقد کیا گیا جس میں متعلقہ حکام نے شرکت کی اور شہریوں کی شکایات سنیں۔ اس موقع پر ترقیاتی منصوبوں کی بروقت تکمیل، صفائی ستھرائی، پینے کے صاف پانی کی فراہمی اور سڑکوں کی مرمت کے حوالے سے ہدایات جاری کی گئیں۔ عوامی نمائندوں نے کہا کہ علاقے کی تعمیر و ترقی کے لئے تمام وسائل بروئے کار لائے جائیں گے اور کسی کو بھی غفلت کی اجازت نہیں دی جائے گی۔ شہریوں نے اقدامات کو سراہا۔	[3, 477, 76, 616]
ad-body: ایبٹ آباد (نمائندہ محاسب) ضلع کے مختلف علاقوں میں عوامی مسائل کے حل کے لئے اجلاس منعقد کیا گیا جس میں متعلقہ حکام نے شرکت کی اور شہریوں کی شکایات سنیں۔ اس موقع پر ترقیاتی منصوبوں کی بروقت تکمیل، صفائی ستھرائی، پینے کے صاف پانی کی فراہمی اور سڑکوں کی مرمت کے حوالے سے ہدایات جاری کی گئیں۔ عوامی نمائندوں نے کہا کہ علاقے کی تعمیر و ترقی کے لئے تمام وسائل بروئے کار لائے جائیں گے اور کسی کو بھی غفلت کی اجازت نہیں دی جائے گی۔ شہریوں نے اقدامات کو سراہا۔ ایبٹ آباد (نمائندہ محاسب) ضلع کے مختلف علاقوں میں عوامی مسائل کے حل کے لئے اجلاس منعقد کیا گیا جس میں متعلقہ حکام نے شرکت کی اور شہریوں کی شکایات سنیں۔ اس موقع پر ترقیاتی منصوبوں کی بروقت تکمیل، صفائی ستھرائی، پینے کے صاف پانی کی فراہمی اور سڑکوں کی مرمت کے حوالے سے ہدایات جاری کی گئیں۔ عوامی نمائندوں نے کہا کہ علاقے کی تعمیر و ترقی کے لئے تمام وسائل بروئے کار لائے جائیں گے اور کسی کو بھی غفلت کی اجازت نہیں دی جائے گی۔ شہریوں نے اقدامات کو سراہا۔	[391, 186, 464, 469]
ad-label: اشتہار نمبر	[425, 176, 460, 183]
ad-body: ایبٹ آباد (نمائندہ محاسب) ضلع کے مختلف علاقوں میں عوامی مسائل کے حل کے لئے اجلاس منعقد کیا گیا جس میں متعلقہ حکام نے شرکت کی اور شہریوں کی شکایات سنیں۔ اس موقع پر ترقیاتی منصوبوں کی بروقت تکمیل، صفائی ستھرائی، پینے کے صاف پانی کی فراہمی اور سڑکوں کی مرمت کے حوالے سے ہدایات جاری کی گئیں۔ عوامی نمائندوں نے کہا کہ علاقے کی تعمیر و ترقی کے لئے تمام وسائل بروئے کار لائے جائیں گے اور کسی کو بھی غفلت کی اجازت نہیں دی جائے گی۔ شہریوں نے اقدامات کو سراہا۔ ایبٹ آباد (نمائندہ محاسب) ضلع کے مختلف علاقوں میں عوامی مسائل کے حل کے لئے اجلاس منعقد کیا گیا جس میں متعلقہ حکام نے شرکت کی اور شہریوں کی شکایات سنیں۔ اس موقع پر ترقیاتی منصوبوں کی بروقت تکمیل، صفائی ستھرائی، پینے کے صاف پانی کی فراہمی اور سڑکوں کی مرمت کے حوالے سے ہدایات جاری کی گئیں۔ عوامی نمائندوں نے کہا کہ علاقے کی تعمیر و ترقی کے لئے تمام وسائل بروئے کار لائے جائیں گے اور کسی کو بھی غفلت کی اجازت نہیں دی جائے گی۔ شہریوں نے اقدامات کو سراہا۔	[469, 644, 542, 927]
ad-number: 28	[330, 15, 343, 24]
ad-label: اشتہار نمبر	[571, 16, 607, 23]
ad-label: اشتہار نمبر	[192, 1848, 227, 1855]
ad-body: ایبٹ آباد (نمائندہ محاسب) ضلع کے مختلف علاقوں میں عوامی مسائل کے حل کے لئے اجلاس منعقد کیا گیا جس میں متعلقہ حکام نے شرکت کی اور شہریوں کی شکایات سنیں۔ اس موقع پر ترقیاتی منصوبوں کی بروقت تکمیل، صفائی ستھرائی، پینے کے صاف پانی کی فراہمی اور سڑکوں کی مرمت کے حوالے سے ہدایات جاری کی گئیں۔ عوامی نمائندوں نے کہا کہ علاقے کی تعمیر و ترقی کے لئے تمام وسائل بروئے کار لائے جائیں گے اور کسی کو بھی غفلت کی اجازت نہیں دی جائے گی۔ شہریوں نے اقدامات کو سراہا۔ ایبٹ آباد (نمائندہ محاسب) ضلع کے مختلف علاقوں میں عوامی مسائل کے حل کے لئے اجلاس منعقد کیا گیا جس میں متعلقہ حکام نے شرکت کی اور شہریوں کی شکایات سنیں۔ اس موقع پر ترقیاتی منصوبوں کی بروقت تکمیل، صفائی ستھرائی، پینے کے صاف پانی کی فراہمی اور سڑکوں کی مرمت کے حوالے سے ہدایات جاری کی گئیں۔ عوامی نمائندوں نے کہا کہ علاقے کی تعمیر و ترقی کے لئے تمام وسائل بروئے کار لائے جائیں گے اور کسی کو بھی غفلت کی اجازت نہیں دی جائے گی۔ شہریوں نے اقدامات کو سراہا۔	[80, 659, 154, 941]
ad-number-header	[558, 1221, 611, 1231]
ad-number-header	[558, 1038, 611, 1048]
ad-label: اشتہار نمبر	[347, 184, 382, 191]
ad-number: 22	[407, 176, 421, 184]
ad-number: 31	[330, 641, 343, 650]
ad-number-header	[252, 15, 309, 25]
ad-number: 48	[174, 932, 188, 940]
ad-body: ایبٹ آباد (نمائندہ محاسب) ضلع کے مختلف علاقوں میں عوامی مسائل کے حل کے لئے اجلاس منعقد کیا گیا جس میں متعلقہ حکام نے شرکت کی اور شہریوں کی شکایات سنیں۔ اس موقع پر ترقیاتی منصوبوں کی بروقت تکمیل، صفائی ستھرائی، پینے کے صاف پانی کی فراہمی اور سڑکوں کی مرمت کے حوالے سے ہدایات جاری کی گئیں۔ عوامی نمائندوں نے کہا کہ علاقے کی تعمیر و ترقی کے لئے تمام وسائل بروئے کار لائے جائیں گے اور کسی کو بھی غفلت کی اجازت نہیں دی جائے گی۔ شہریوں نے اقدامات کو سراہا۔ ایبٹ آباد (نمائندہ محاسب) ضلع کے مختلف علاقوں میں عوامی مسائل کے حل کے لئے اجلاس منعقد کیا گیا جس میں متعلقہ حکام نے شرکت کی اور شہریوں کی شکایات سنیں۔ اس موقع پر ترقیاتی منصوبوں کی بروقت تکمیل، صفائی ستھرائی، پینے کے صاف پانی کی فراہمی اور سڑکوں کی مرمت کے حوالے سے ہدایات جاری کی گئیں۔ عوامی نمائندوں نے کہا کہ علاقے کی تعمیر و ترقی کے لئے تمام وسائل بروئے کار لائے جائیں گے اور کسی کو بھی غفلت کی اجازت نہیں دی جائے گی۔ شہریوں نے اقدامات کو سراہا۔	[313, 2025, 387, 2308]
ad-number-header	[485, 1091, 542, 1101]
ad-body: ایبٹ آباد (نمائندہ محاسب) ضلع کے مختلف علاقوں میں عوامی مسائل کے حل کے لئے اجلاس منعقد کیا گیا جس میں متعلقہ حکام نے شرکت کی اور شہریوں کی شکایات سنیں۔ اس موقع پر ترقیاتی منصوبوں کی بروقت تکمیل، صفائی ستھرائی، پینے کے صاف پانی کی فراہمی اور سڑکوں کی مرمت کے حوالے سے ہدایات جاری کی گئیں۔ عوامی نمائندوں نے کہا کہ علاقے کی تعمیر و ترقی کے لئے تمام وسائل بروئے کار لائے جائیں گے اور کسی کو بھی غفلت کی اجازت نہیں دی جائے گی۔ شہریوں نے اقدامات کو سراہا۔	[391, 1400, 464, 1544]
ad-item	[391, 14, 464, 171]
ad-number: 40	[252, 481, 266, 490]
ad-body: ایبٹ آباد (نمائندہ محاسب) ضلع کے مختلف علاقوں میں عوامی مسائل کے حل کے لئے اجلاس منعقد کیا گیا جس میں متعلقہ حکام نے شرکت کی اور شہریوں کی شکایات سنیں۔ اس موقع پر ترقیاتی منصوبوں کی بروقت تکمیل، صفائی ستھرائی، پینے کے صاف پانی کی فراہمی اور سڑکوں کی مرمت کے حوالے سے ہدایات جاری کی گئیں۔ عوامی نمائندوں نے کہا کہ علاقے کی تعمیر و ترقی کے لئے تمام وسائل بروئے کار لائے جائیں گے اور کسی کو بھی غفلت کی اجازت نہیں دی جائے گی۔ شہریوں نے اقدامات کو سراہا۔	[80, 41, 154, 186]
ad-number: 3	[559, 527, 568, 536]
ad-number-header	[174, 931, 231, 941]
ad-label: اشتہار نمبر	[347, 1397, 382, 1405]
ad-body: ایبٹ آباد (نمائندہ محاسب) ضلع کے مختلف علاقوں میں عوامی مسائل کے حل کے لئے اجلاس منعقد کیا گیا جس میں متعلقہ حکام نے شرکت کی اور شہریوں کی شکایات سنیں۔ اس موقع پر ترقیاتی منصوبوں کی بروقت تکمیل، صفائی ستھرائی، پینے کے صاف پانی کی فراہمی اور سڑکوں کی مرمت کے حوالے سے ہدایات جاری کی گئیں۔ عوامی نمائندوں نے کہا کہ علاقے کی تعمیر و ترقی کے لئے تمام وسائل بروئے کار لائے جائیں گے اور کسی کو بھی غفلت کی اجازت نہیں دی جائے گی۔ شہریوں نے اقدامات کو سراہا۔	[158, 1858, 231, 2003]
ad-number-header	[485, 175, 542, 185]
ad-body: ایبٹ آباد (نمائندہ محاسب) ضلع کے مختلف علاقوں میں عوامی مسائل کے حل کے لئے اجلاس منعقد کیا گیا جس میں متعلقہ حکام نے شرکت کی اور شہریوں کی شکایات سنیں۔ اس موقع پر ترقیاتی منصوبوں کی بروقت تکمیل، صفائی ستھرائی، پینے کے صاف پانی کی فراہمی اور سڑکوں کی مرمت کے حوالے سے ہدایات جاری کی گئیں۔ عوامی نمائندوں نے کہا کہ علاقے کی تعمیر و ترقی کے لئے تمام وسائل بروئے کار لائے جائیں گے اور کسی کو بھی غفلت کی اجازت نہیں دی جائے گی۔ شہریوں نے اقدامات کو سراہا۔ ایبٹ آباد (نمائندہ محاسب) ضلع کے مختلف علاقوں میں عوامی مسائل کے حل کے لئے اجلاس منعقد کیا گیا جس میں متعلقہ حکام نے شرکت کی اور شہریوں کی شکایات سنیں۔ اس موقع پر ترقیاتی منصوبوں کی بروقت تکمیل، صفائی ستھرائی، پینے کے صاف پانی کی فراہمی اور سڑکوں کی مرمت کے حوالے سے ہدایات جاری کی گئیں۔ عوامی نمائندوں نے کہا کہ علاقے کی تعمیر و ترقی کے لئے تمام وسائل بروئے کار لائے جائیں گے اور کسی کو بھی غفلت کی اجازت نہیں دی جائے گی۔ شہریوں نے اقدامات کو سراہا۔	[546, 1743, 611, 2064]
reference-code: XL63ML21012307	[14, 284, 65, 290]
ad-number: 52	[174, 1847, 188, 1856]
ad-number: 58	[97, 1107, 110, 1115]
ad-label: اشتہار نمبر	[192, 1390, 227, 1397]
ad-body: ایبٹ آباد (نمائندہ محاسب) ضلع کے مختلف علاقوں میں عوامی مسائل کے حل کے لئے اجلاس منعقد کیا گیا جس میں متعلقہ حکام نے شرکت کی اور شہریوں کی شکایات سنیں۔ اس موقع پر ترقیاتی منصوبوں کی بروقت تکمیل، صفائی ستھرائی، پینے کے صاف پانی کی فراہمی اور سڑکوں کی مرمت کے حوالے سے ہدایات جاری کی گئیں۔ عوامی نمائندوں نے کہا کہ علاقے کی تعمیر و ترقی کے لئے تمام وسائل بروئے کار لائے جائیں گے اور کسی کو بھی غفلت کی اجازت نہیں دی جائے گی۔ شہریوں نے اقدامات کو سراہا۔	[158, 483, 231, 629]
paper-name: DAILY MAHASIB ABBOTTABAD	[2, 1, 112, 8]
ad-body: ایبٹ آباد (نمائندہ محاسب) ضلع کے مختلف علاقوں میں عوامی مسائل کے حل کے لئے اجلاس منعقد کیا گیا جس میں متعلقہ حکام نے شرکت کی اور شہریوں کی شکایات سنیں۔ اس موقع پر ترقیاتی منصوبوں کی بروقت تکمیل، صفائی ستھرائی، پینے کے صاف پانی کی فراہمی اور سڑکوں کی مرمت کے حوالے سے ہدایات جاری کی گئیں۔ عوامی نمائندوں نے کہا کہ علاقے کی تعمیر و ترقی کے لئے تمام وسائل بروئے کار لائے جائیں گے اور کسی کو بھی غفلت کی اجازت نہیں دی جائے گی۔ شہریوں نے اقدامات کو سراہا۔	[546, 2079, 611, 2239]
ad-number-header	[96, 15, 154, 25]
ad-body: ایبٹ آباد (نمائندہ محاسب) ضلع کے مختلف علاقوں میں عوامی مسائل کے حل کے لئے اجلاس منعقد کیا گیا جس میں متعلقہ حکام نے شرکت کی اور شہریوں کی شکایات سنیں۔ اس موقع پر ترقیاتی منصوبوں کی بروقت تکمیل، صفائی ستھرائی، پینے کے صاف پانی کی فراہمی اور سڑکوں کی مرمت کے حوالے سے ہدایات جاری کی گئیں۔ عوامی نمائندوں نے کہا کہ علاقے کی تعمیر و ترقی کے لئے تمام وسائل بروئے کار لائے جائیں گے اور کسی کو بھی غفلت کی اجازت نہیں دی جائے گی۔ شہریوں نے اقدامات کو سراہا۔ ایبٹ آباد (نمائندہ محاسب) ضلع کے مختلف علاقوں میں عوامی مسائل کے حل کے لئے اجلاس منعقد کیا گیا جس میں متعلقہ حکام نے شرکت کی اور شہریوں کی شکایات سنیں۔ اس موقع پر ترقیاتی منصوبوں کی بروقت تکمیل، صفائی ستھرائی، پینے کے صاف پانی کی فراہمی اور سڑکوں کی مرمت کے حوالے سے ہدایات جاری کی گئیں۔ عوامی نمائندوں نے کہا کہ علاقے کی تعمیر و ترقی کے لئے تمام وسائل بروئے کار لائے جائیں گے اور کسی کو بھی غفلت کی اجازت نہیں دی جائے گی۔ شہریوں نے اقدامات کو سراہا۔	[313, 1567, 387, 1850]
ad-item	[469, 2006, 542, 2301]
ad-item	[158, 174, 231, 469]
ad-body: ایبٹ آباد (نمائندہ محاسب) ضلع کے مختلف علاقوں میں عوامی مسائل کے حل کے لئے اجلاس منعقد کیا گیا جس میں متعلقہ حکام نے شرکت کی اور شہریوں کی شکایات سنیں۔ اس موقع پر ترقیاتی منصوبوں کی بروقت تکمیل، صفائی ستھرائی، پینے کے صاف پانی کی فراہمی اور سڑکوں کی مرمت کے حوالے سے ہدایات جاری کی گئیں۔ عوامی نمائندوں نے کہا کہ علاقے کی تعمیر و ترقی کے لئے تمام وسائل بروئے کار لائے جائیں گے اور کسی کو بھی غفلت کی اجازت نہیں دی جائے گی۔ شہریوں نے اقدامات کو سراہا۔ ایبٹ آباد (نمائندہ محاسب) ضلع کے مختلف علاقوں میں عوامی مسائل کے حل کے لئے اجلاس منعقد کیا گیا جس میں متعلقہ حکام نے شرکت کی اور شہریوں کی شکایات سنیں۔ اس موقع پر ترقیاتی منصوبوں کی بروقت تکمیل، صفائی ستھرائی، پینے کے صاف پانی کی فراہمی اور سڑکوں کی مرمت کے حوالے سے ہدایات جاری کی گئیں۔ عوامی نمائندوں نے کہا کہ علاقے کی تعمیر و ترقی کے لئے تمام وسائل بروئے کار لائے جائیں گے اور کسی کو بھی غفلت کی اجازت نہیں دی جائے گی۔ شہریوں نے اقدامات کو سراہا۔	[546, 713, 611, 1033]
ad-number: 12	[485, 176, 499, 184]
ad-body: ایبٹ آباد (نمائندہ محاسب) ضلع کے مختلف علاقوں میں عوامی مسائل کے حل کے لئے اجلاس منعقد کیا گیا جس میں متعلقہ حکام نے شرکت کی اور شہریوں کی شکایات سنیں۔ اس موقع پر ترقیاتی منصوبوں کی بروقت تکمیل، صفائی ستھرائی، پینے کے صاف پانی کی فراہمی اور سڑکوں کی مرمت کے حوالے سے ہدایات جاری کی گئیں۔ عوامی نمائندوں نے کہا کہ علاقے کی تعمیر و ترقی کے لئے تمام وسائل بروئے کار لائے جائیں گے اور کسی کو بھی غفلت کی اجازت نہیں دی جائے گی۔ شہریوں نے اقدامات کو سراہا۔	[546, 1049, 611, 1209]
ad-label: اشتہار نمبر	[425, 1390, 460, 1397]
ad-number: 56	[97, 649, 110, 657]
ad-number: 54	[97, 191, 110, 200]
ad-label: اشتہار نمبر	[114, 1565, 149, 1572]
ad-item	[546, 2242, 611, 2576]
ad-body: ایبٹ آباد (نمائندہ محاسب) ضلع کے مختلف علاقوں میں عوامی مسائل کے حل کے لئے اجلاس منعقد کیا گیا جس میں متعلقہ حکام نے شرکت کی اور شہریوں کی شکایات سنیں۔ اس موقع پر ترقیاتی منصوبوں کی بروقت تکمیل، صفائی ستھرائی، پینے کے صاف پانی کی فراہمی اور سڑکوں کی مرمت کے حوالے سے ہدایات جاری کی گئیں۔ عوامی نمائندوں نے کہا کہ علاقے کی تعمیر و ترقی کے لئے تمام وسائل بروئے کار لائے جائیں گے اور کسی کو بھی غفلت کی اجازت نہیں دی جائے گی۔ شہریوں نے اقدامات کو سراہا۔	[391, 941, 464, 1086]
ad-number: 14	[485, 633, 499, 642]
ad-label: اشتہار نمبر	[502, 474, 538, 481]
ad-item	[469, 174, 542, 469]
ad-number-header	[174, 1847, 231, 1856]
ad-body: ایبٹ آباد (نمائندہ محاسب) ضلع کے مختلف علاقوں میں عوامی مسائل کے حل کے لئے اجلاس منعقد کیا گیا جس میں متعلقہ حکام نے شرکت کی اور شہریوں کی شکایات سنیں۔ اس موقع پر ترقیاتی منصوبوں کی بروقت تکمیل، صفائی ستھرائی، پینے کے صاف پانی کی فراہمی اور سڑکوں کی مرمت کے حوالے سے ہدایات جاری کی گئیں۔ عوامی نمائندوں نے کہا کہ علاقے کی تعمیر و ترقی کے لئے تمام وسائل بروئے کار لائے جائیں گے اور کسی کو بھی غفلت کی اجازت نہیں دی جائے گی۔ شہریوں نے اقدامات کو سراہا۔ ایبٹ آباد (نمائندہ محاسب) ضلع کے مختلف علاقوں میں عوامی مسائل کے حل کے لئے اجلاس منعقد کیا گیا جس میں متعلقہ حکام نے شرکت کی اور شہریوں کی شکایات سنیں۔ اس موقع پر ترقیاتی منصوبوں کی بروقت تکمیل، صفائی ستھرائی، پینے کے صاف پانی کی فراہمی اور سڑکوں کی مرمت کے حوالے سے ہدایات جاری کی گئیں۔ عوامی نمائندوں نے کہا کہ علاقے کی تعمیر و ترقی کے لئے تمام وسائل بروئے کار لائے جائیں گے اور کسی کو بھی غفلت کی اجازت نہیں دی جائے گی۔ شہریوں نے اقدامات کو سراہا۔	[391, 644, 464, 927]
ad-label: اشتہار نمبر	[192, 176, 227, 183]
ad-item	[313, 1395, 387, 1553]
ad-label: اشتہار نمبر	[571, 191, 607, 199]
ad-label: اشتہار نمبر	[502, 1848, 538, 1855]
ad-item	[158, 930, 231, 1088]
office-ref: DEO	[235, 171, 248, 178]
news-column	[388, 12, 466, 1544]
ad-label: اشتہار نمبر	[502, 1390, 538, 1397]
ad-number: 50	[174, 1389, 188, 1398]
ad-body: ایبٹ آباد (نمائندہ محاسب) ضلع کے مختلف علاقوں میں عوامی مسائل کے حل کے لئے اجلاس منعقد کیا گیا جس میں متعلقہ حکام نے شرکت کی اور شہریوں کی شکایات سنیں۔ اس موقع پر ترقیاتی منصوبوں کی بروقت تکمیل، صفائی ستھرائی، پینے کے صاف پانی کی فراہمی اور سڑکوں کی مرمت کے حوالے سے ہدایات جاری کی گئیں۔ عوامی نمائندوں نے کہا کہ علاقے کی تعمیر و ترقی کے لئے تمام وسائل بروئے کار لائے جائیں گے اور کسی کو بھی غفلت کی اجازت نہیں دی جائے گی۔ شہریوں نے اقدامات کو سراہا۔	[313, 949, 387, 1094]
ad-number-header	[174, 1388, 231, 1398]
ad-body: ایبٹ آباد (نمائندہ محاسب) ضلع کے مختلف علاقوں میں عوامی مسائل کے حل کے لئے اجلاس منعقد کیا گیا جس میں متعلقہ حکام نے شرکت کی اور شہریوں کی شکایات سنیں۔ اس موقع پر ترقیاتی منصوبوں کی بروقت تکمیل، صفائی ستھرائی، پینے کے صاف پانی کی فراہمی اور سڑکوں کی مرمت کے حوالے سے ہدایات جاری کی گئیں۔ عوامی نمائندوں نے کہا کہ علاقے کی تعمیر و ترقی کے لئے تمام وسائل بروئے کار لائے جائیں گے اور کسی کو بھی غفلت کی اجازت نہیں دی جائے گی۔ شہریوں نے اقدامات کو سراہا۔ ایبٹ آباد (نمائندہ محاسب) ضلع کے مختلف علاقوں میں عوامی مسائل کے حل کے لئے اجلاس منعقد کیا گیا جس میں متعلقہ حکام نے شرکت کی اور شہریوں کی شکایات سنیں۔ اس موقع پر ترقیاتی منصوبوں کی بروقت تکمیل، صفائی ستھرائی، پینے کے صاف پانی کی فراہمی اور سڑکوں کی مرمت کے حوالے سے ہدایات جاری کی گئیں۔ عوامی نمائندوں نے کہا کہ علاقے کی تعمیر و ترقی کے لئے تمام وسائل بروئے کار لائے جائیں گے اور کسی کو بھی غفلت کی اجازت نہیں دی جائے گی۔ شہریوں نے اقدامات کو سراہا۔	[391, 1102, 464, 1384]
ad-label: اشتہار نمبر	[502, 1549, 538, 1557]
ad-body: ایبٹ آباد (نمائندہ محاسب) ضلع کے مختلف علاقوں میں عوامی مسائل کے حل کے لئے اجلاس منعقد کیا گیا جس میں متعلقہ حکام نے شرکت کی اور شہریوں کی شکایات سنیں۔ اس موقع پر ترقیاتی منصوبوں کی بروقت تکمیل، صفائی ستھرائی، پینے کے صاف پانی کی فراہمی اور سڑکوں کی مرمت کے حوالے سے ہدایات جاری کی گئیں۔ عوامی نمائندوں نے کہا کہ علاقے کی تعمیر و ترقی کے لئے تمام وسائل بروئے کار لائے جائیں گے اور کسی کو بھی غفلت کی اجازت نہیں دی جائے گی۔ شہریوں نے اقدامات کو سراہا۔ ایبٹ آباد (نمائندہ محاسب) ضلع کے مختلف علاقوں میں عوامی مسائل کے حل کے لئے اجلاس منعقد کیا گیا جس میں متعلقہ حکام نے شرکت کی اور شہریوں کی شکایات سنیں۔ اس موقع پر ترقیاتی منصوبوں کی بروقت تکمیل، صفائی ستھرائی، پینے کے صاف پانی کی فراہمی اور سڑکوں کی مرمت کے حوالے سے ہدایات جاری کی گئیں۔ عوامی نمائندوں نے کہا کہ علاقے کی تعمیر و ترقی کے لئے تمام وسائل بروئے کار لائے جائیں گے اور کسی کو بھی غفلت کی اجازت نہیں دی جائے گی۔ شہریوں نے اقدامات کو سراہا۔	[80, 1575, 154, 1858]
ad-label: اشتہار نمبر	[269, 482, 305, 489]
ad-number: 38	[252, 15, 266, 24]
ad-item	[391, 930, 464, 1088]
phone-number: 0333-5052353	[18, 313, 61, 320]
news-column	[233, 12, 311, 1392]
ad-number: 9	[559, 2069, 568, 2078]
ad-body: ایبٹ آباد (نمائندہ محاسب) ضلع کے مختلف علاقوں میں عوامی مسائل کے حل کے لئے اجلاس منعقد کیا گیا جس میں متعلقہ حکام نے شرکت کی اور شہریوں کی شکایات سنیں۔ اس موقع پر ترقیاتی منصوبوں کی بروقت تکمیل، صفائی ستھرائی، پینے کے صاف پانی کی فراہمی اور سڑکوں کی مرمت کے حوالے سے ہدایات جاری کی گئیں۔ عوامی نمائندوں نے کہا کہ علاقے کی تعمیر و ترقی کے لئے تمام وسائل بروئے کار لائے جائیں گے اور کسی کو بھی غفلت کی اجازت نہیں دی جائے گی۔ شہریوں نے اقدامات کو سراہا۔ ایبٹ آباد (نمائندہ محاسب) ضلع کے مختلف علاقوں میں عوامی مسائل کے حل کے لئے اجلاس منعقد کیا گیا جس میں متعلقہ حکام نے شرکت کی اور شہریوں کی شکایات سنیں۔ اس موقع پر ترقیاتی منصوبوں کی بروقت تکمیل، صفائی ستھرائی، پینے کے صاف پانی کی فراہمی اور سڑکوں کی مرمت کے حوالے سے ہدایات جاری کی گئیں۔ عوامی نمائندوں نے کہا کہ علاقے کی تعمیر و ترقی کے لئے تمام وسائل بروئے کار لائے جائیں گے اور کسی کو بھی غفلت کی اجازت نہیں دی جائے گی۔ شہریوں نے اقدامات کو سراہا۔	[158, 186, 231, 469]
ad-number-header	[485, 473, 542, 483]
ad-number: 16	[485, 1091, 499, 1100]
ad-number-header	[174, 1549, 231, 1559]
ad-number: 53	[97, 15, 110, 24]
ad-body: ایبٹ آباد (نمائندہ محاسب) ضلع کے مختلف علاقوں میں عوامی مسائل کے حل کے لئے اجلاس منعقد کیا گیا جس میں متعلقہ حکام نے شرکت کی اور شہریوں کی شکایات سنیں۔ اس موقع پر ترقیاتی منصوبوں کی بروقت تکمیل، صفائی ستھرائی، پینے کے صاف پانی کی فراہمی اور سڑکوں کی مرمت کے حوالے سے ہدایات جاری کی گئیں۔ عوامی نمائندوں نے کہا کہ علاقے کی تعمیر و ترقی کے لئے تمام وسائل بروئے کار لائے جائیں گے اور کسی کو بھی غفلت کی اجازت نہیں دی جائے گی۔ شہریوں نے اقدامات کو سراہا۔	[469, 1400, 542, 1544]
ad-body: ایبٹ آباد (نمائندہ محاسب) ضلع کے مختلف علاقوں میں عوامی مسائل کے حل کے لئے اجلاس منعقد کیا گیا جس میں متعلقہ حکام نے شرکت کی اور شہریوں کی شکایات سنیں۔ اس موقع پر ترقیاتی منصوبوں کی بروقت تکمیل، صفائی ستھرائی، پینے کے صاف پانی کی فراہمی اور سڑکوں کی مرمت کے حوالے سے ہدایات جاری کی گئیں۔ عوامی نمائندوں نے کہا کہ علاقے کی تعمیر و ترقی کے لئے تمام وسائل بروئے کار لائے جائیں گے اور کسی کو بھی غفلت کی اجازت نہیں دی جائے گی۔ شہریوں نے اقدامات کو سراہا۔ ایبٹ آباد (نمائندہ محاسب) ضلع کے مختلف علاقوں میں عوامی مسائل کے حل کے لئے اجلاس منعقد کیا گیا جس میں متعلقہ حکام نے شرکت کی اور شہریوں کی شکایات سنیں۔ اس موقع پر ترقیاتی منصوبوں کی بروقت تکمیل، صفائی ستھرائی، پینے کے صاف پانی کی فراہمی اور سڑکوں کی مرمت کے حوالے سے ہدایات جاری کی گئیں۔ عوامی نمائندوں نے کہا کہ علاقے کی تعمیر و ترقی کے لئے تمام وسائل بروئے کار لائے جائیں گے اور کسی کو بھی غفلت کی اجازت نہیں دی جائے گی۔ شہریوں نے اقدامات کو سراہا۔	[80, 1117, 154, 1400]
ad-number: 27	[407, 1389, 421, 1398]
ad-body: ایبٹ آباد (نمائندہ محاسب) ضلع کے مختلف علاقوں میں عوامی مسائل کے حل کے لئے اجلاس منعقد کیا گیا جس میں متعلقہ حکام نے شرکت کی اور شہریوں کی شکایات سنیں۔ اس موقع پر ترقیاتی منصوبوں کی بروقت تکمیل، صفائی ستھرائی، پینے کے صاف پانی کی فراہمی اور سڑکوں کی مرمت کے حوالے سے ہدایات جاری کی گئیں۔ عوامی نمائندوں نے کہا کہ علاقے کی تعمیر و ترقی کے لئے تمام وسائل بروئے کار لائے جائیں گے اور کسی کو بھی غفلت کی اجازت نہیں دی جائے گی۔ شہریوں نے اقدامات کو سراہا۔	[546, 537, 611, 697]
ad-number-header	[174, 175, 231, 185]
ad-number-header	[485, 2007, 542, 2017]
ad-number: 13	[485, 474, 499, 482]
ad-number-header	[329, 183, 387, 192]
ad-number-header	[558, 2069, 611, 2078]
ad-number: 23	[407, 474, 421, 482]
news-column	[311, 12, 388, 2308]
ad-number: 30	[330, 481, 343, 490]
ad-item	[80, 14, 154, 187]
ad-number-header	[252, 641, 309, 650]
news-column	[544, 12, 613, 2575]
ad-number: 35	[330, 1557, 343, 1565]
ad-number: 36	[330, 1855, 343, 1863]
ad-item	[546, 14, 611, 187]
notice-title: وراثت نامہ	[3, 15, 76, 24]
ad-label: اشتہار نمبر	[347, 939, 382, 946]
ad-number-header	[96, 648, 154, 658]
ad-label: اشتہار نمبر	[425, 634, 460, 641]
ad-number: 2	[559, 191, 568, 200]
ad-item	[313, 1555, 387, 1850]
ad-body: ایبٹ آباد (نمائندہ محاسب) ضلع کے مختلف علاقوں میں عوامی مسائل کے حل کے لئے اجلاس منعقد کیا گیا جس میں متعلقہ حکام نے شرکت کی اور شہریوں کی شکایات سنیں۔ اس موقع پر ترقیاتی منصوبوں کی بروقت تکمیل، صفائی ستھرائی، پینے کے صاف پانی کی فراہمی اور سڑکوں کی مرمت کے حوالے سے ہدایات جاری کی گئیں۔ عوامی نمائندوں نے کہا کہ علاقے کی تعمیر و ترقی کے لئے تمام وسائل بروئے کار لائے جائیں گے اور کسی کو بھی غفلت کی اجازت نہیں دی جائے گی۔ شہریوں نے اقدامات کو سراہا۔	[469, 941, 542, 1086]
ad-item	[313, 937, 387, 1095]
ad-number-header	[96, 946, 154, 956]
ad-number-header	[174, 473, 231, 483]
ad-number-header	[485, 1847, 542, 1856]
ad-number: 8	[559, 1733, 568, 1742]
notice-body: میرے کاغذات میں نام غلط درج ہو گیا ہے جو درست کیا جائے۔ آئندہ تمام سرکاری کاغذات میں درست نام استعمال ہو گا۔	[3, 123, 76, 152]
ad-label: اشتہار نمبر	[571, 1222, 607, 1229]
ad-number: 29	[330, 183, 343, 192]
ad-label: اشتہار نمبر	[571, 2245, 607, 2252]
ad-label: اشتہار نمبر	[192, 932, 227, 939]
ad-item	[469, 930, 542, 1088]
ad-number: 18	[485, 1549, 499, 1558]
ad-number-header	[96, 1564, 154, 1574]
ad-body: ایبٹ آباد (نمائندہ محاسب) ضلع کے مختلف علاقوں میں عوامی مسائل کے حل کے لئے اجلاس منعقد کیا گیا جس میں متعلقہ حکام نے شرکت کی اور شہریوں کی شکایات سنیں۔ اس موقع پر ترقیاتی منصوبوں کی بروقت تکمیل، صفائی ستھرائی، پینے کے صاف پانی کی فراہمی اور سڑکوں کی مرمت کے حوالے سے ہدایات جاری کی گئیں۔ عوامی نمائندوں نے کہا کہ علاقے کی تعمیر و ترقی کے لئے تمام وسائل بروئے کار لائے جائیں گے اور کسی کو بھی غفلت کی اجازت نہیں دی جائے گی۔ شہریوں نے اقدامات کو سراہا۔	[80, 957, 154, 1102]
reference-code: SGPPK80267	[22, 291, 57, 298]
ad-item	[391, 631, 464, 927]
ad-label: اشتہار نمبر	[571, 1733, 607, 1741]
ad-item	[80, 1105, 154, 1400]
ad-number: 57	[97, 946, 110, 955]
ad-label: اشتہار نمبر	[347, 1557, 382, 1565]
ad-number: 43	[252, 1099, 266, 1108]
ad-label: اشتہار نمبر	[192, 1092, 227, 1099]
ad-label: اشتہار نمبر	[114, 16, 149, 23]
